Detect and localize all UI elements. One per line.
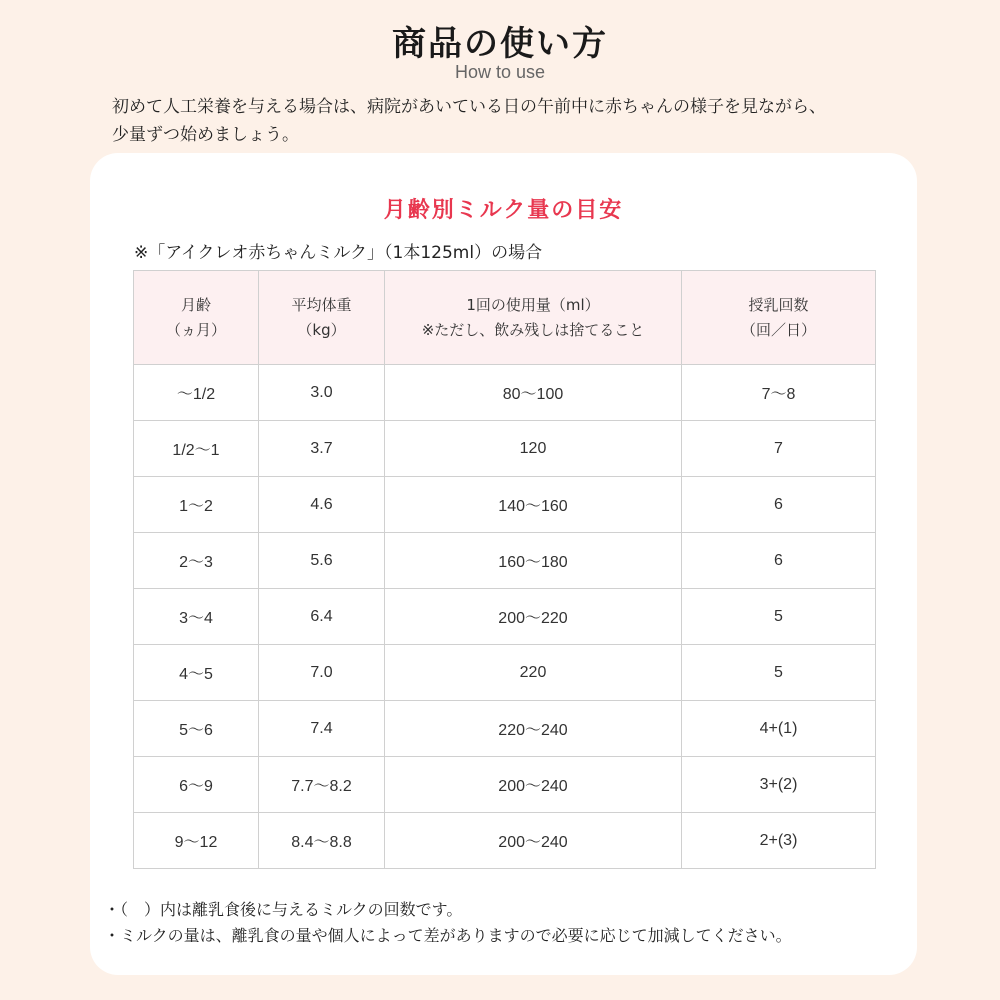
table-row xyxy=(134,813,876,869)
cell-feedings: 7〜8 xyxy=(682,365,876,421)
table-row xyxy=(134,701,876,757)
cell-feedings: 6 xyxy=(682,533,876,589)
cell-feedings: 4+(1) xyxy=(682,701,876,757)
cell-feedings: 3+(2) xyxy=(682,757,876,813)
cell-amount: 80〜100 xyxy=(385,365,682,421)
cell-amount: 200〜240 xyxy=(385,757,682,813)
page-subtitle: How to use xyxy=(454,62,546,82)
cell-amount: 160〜180 xyxy=(385,533,682,589)
intro-text xyxy=(112,93,912,149)
cell-amount: 140〜160 xyxy=(385,477,682,533)
cell-weight: 3.7 xyxy=(259,421,385,477)
header-amount: 1回の使用量（ml） ※ただし、飲み残しは捨てること xyxy=(385,271,682,365)
table-row xyxy=(134,365,876,421)
page-title: 商品の使い方 xyxy=(392,24,608,64)
table-row xyxy=(134,533,876,589)
cell-feedings: 7 xyxy=(682,421,876,477)
footnote: ・（ ）内は離乳食後に与えるミルクの回数です。 xyxy=(104,900,463,919)
header-weight: 平均体重 （kg） xyxy=(259,271,385,365)
footnotes xyxy=(104,897,904,949)
cell-weight: 8.4〜8.8 xyxy=(259,813,385,869)
cell-age: 4〜5 xyxy=(134,645,259,701)
cell-weight: 7.4 xyxy=(259,701,385,757)
milk-amount-table xyxy=(133,270,876,869)
cell-weight: 5.6 xyxy=(259,533,385,589)
cell-weight: 6.4 xyxy=(259,589,385,645)
cell-age: 6〜9 xyxy=(134,757,259,813)
header-feedings: 授乳回数 （回／日） xyxy=(682,271,876,365)
cell-feedings: 6 xyxy=(682,477,876,533)
cell-amount: 220〜240 xyxy=(385,701,682,757)
intro-line: 初めて人工栄養を与える場合は、病院があいている日の午前中に赤ちゃんの様子を見ながら、 xyxy=(112,97,826,117)
cell-weight: 4.6 xyxy=(259,477,385,533)
cell-amount: 220 xyxy=(385,645,682,701)
cell-feedings: 2+(3) xyxy=(682,813,876,869)
table-row xyxy=(134,757,876,813)
cell-weight: 3.0 xyxy=(259,365,385,421)
intro-line: 少量ずつ始めましょう。 xyxy=(112,125,299,145)
cell-feedings: 5 xyxy=(682,589,876,645)
card-title: 月齢別ミルク量の目安 xyxy=(383,198,624,223)
cell-amount: 120 xyxy=(385,421,682,477)
cell-feedings: 5 xyxy=(682,645,876,701)
cell-age: 3〜4 xyxy=(134,589,259,645)
cell-age: 9〜12 xyxy=(134,813,259,869)
header-age: 月齢 （ヵ月） xyxy=(134,271,259,365)
cell-amount: 200〜220 xyxy=(385,589,682,645)
cell-amount: 200〜240 xyxy=(385,813,682,869)
footnote: ・ミルクの量は、離乳食の量や個人によって差がありますので必要に応じて加減してください。 xyxy=(104,926,792,945)
table-row xyxy=(134,477,876,533)
cell-age: 1〜2 xyxy=(134,477,259,533)
table-row xyxy=(134,421,876,477)
cell-age: 5〜6 xyxy=(134,701,259,757)
cell-age: 1/2〜1 xyxy=(134,421,259,477)
table-row xyxy=(134,589,876,645)
table-row xyxy=(134,645,876,701)
cell-age: 2〜3 xyxy=(134,533,259,589)
cell-weight: 7.0 xyxy=(259,645,385,701)
product-note: ※「アイクレオ赤ちゃんミルク」（1本125ml）の場合 xyxy=(134,243,543,263)
table-header-row xyxy=(134,271,876,365)
cell-weight: 7.7〜8.2 xyxy=(259,757,385,813)
cell-age: 〜1/2 xyxy=(134,365,259,421)
